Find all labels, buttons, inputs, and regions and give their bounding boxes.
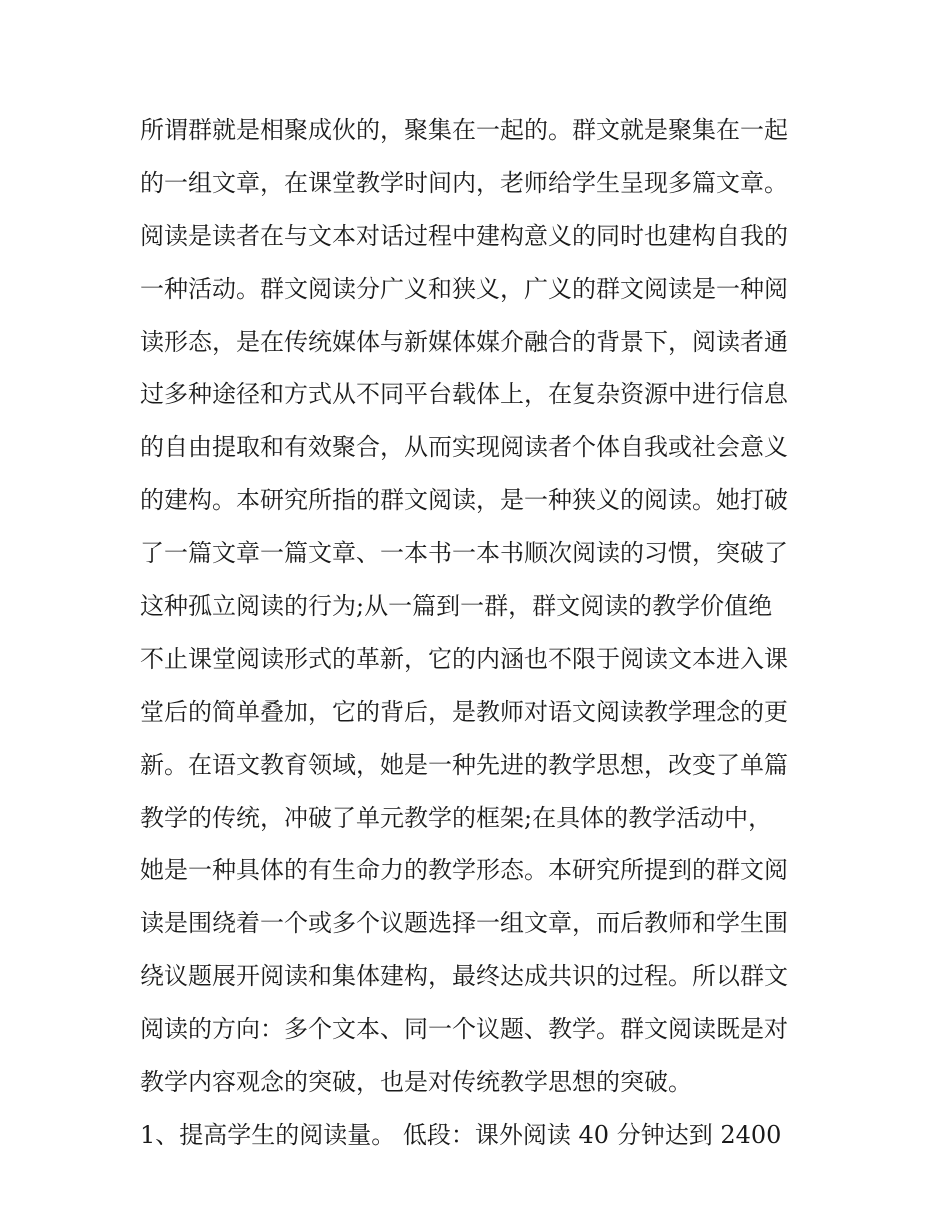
text-line: 所谓群就是相聚成伙的，聚集在一起的。群文就是聚集在一起	[140, 116, 788, 144]
text-line: 堂后的简单叠加，它的背后，是教师对语文阅读教学理念的更	[140, 697, 788, 726]
text-line: 过多种途径和方式从不同平台载体上，在复杂资源中进行信息	[140, 380, 788, 409]
text-line: 读形态，是在传统媒体与新媒体媒介融合的背景下，阅读者通	[140, 327, 788, 356]
text-line: 阅读是读者在与文本对话过程中建构意义的同时也建构自我的	[140, 221, 788, 250]
text-line: 读是围绕着一个或多个议题选择一组文章，而后教师和学生围	[140, 909, 788, 938]
text-line: 新。在语文教育领域，她是一种先进的教学思想，改变了单篇	[140, 750, 788, 779]
body-paragraph	[140, 104, 820, 1162]
text-line: 这种孤立阅读的行为;从一篇到一群，群文阅读的教学价值绝	[140, 592, 773, 621]
text-line: 绕议题展开阅读和集体建构，最终达成共识的过程。所以群文	[140, 962, 788, 991]
text-line: 的一组文章，在课堂教学时间内，老师给学生呈现多篇文章。	[140, 168, 788, 197]
text-line: 教学内容观念的突破，也是对传统教学思想的突破。	[140, 1068, 692, 1097]
text-line: 的自由提取和有效聚合，从而实现阅读者个体自我或社会意义	[140, 433, 788, 462]
text-line: 一种活动。群文阅读分广义和狭义，广义的群文阅读是一种阅	[140, 274, 788, 303]
text-line: 不止课堂阅读形式的革新，它的内涵也不限于阅读文本进入课	[140, 644, 788, 673]
text-line: 的建构。本研究所指的群文阅读，是一种狭义的阅读。她打破	[140, 486, 788, 515]
text-line: 阅读的方向：多个文本、同一个议题、教学。群文阅读既是对	[140, 1015, 788, 1044]
text-line: 教学的传统，冲破了单元教学的框架;在具体的教学活动中，	[140, 803, 773, 832]
list-item-line: 1、提高学生的阅读量。 低段：课外阅读 40 分钟达到 2400	[140, 1120, 782, 1149]
text-line: 她是一种具体的有生命力的教学形态。本研究所提到的群文阅	[140, 856, 788, 885]
text-line: 了一篇文章一篇文章、一本书一本书顺次阅读的习惯，突破了	[140, 539, 788, 568]
